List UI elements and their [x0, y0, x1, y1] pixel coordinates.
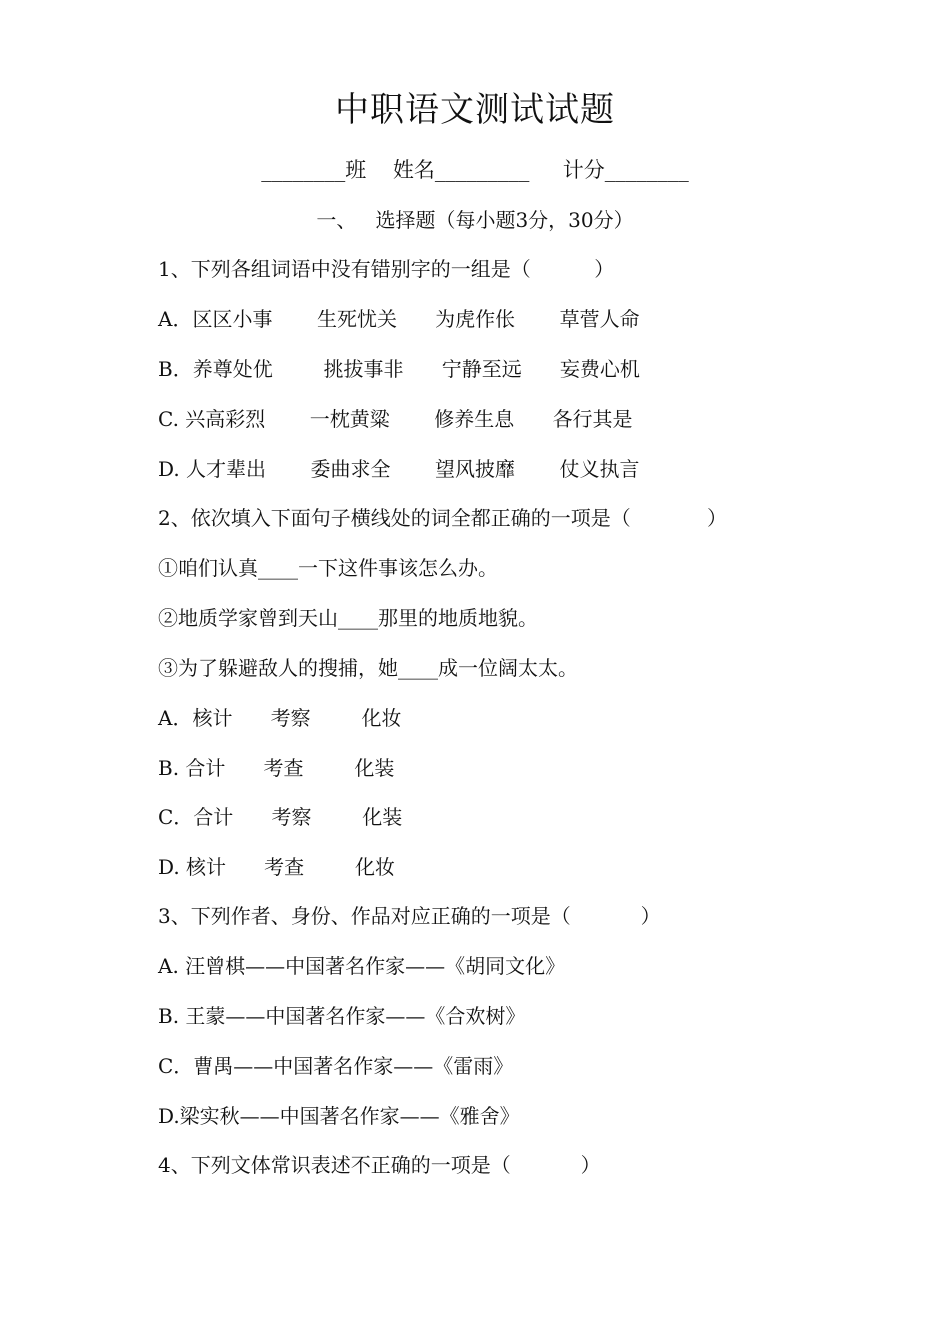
question-2: 2、依次填入下面句子横线处的词全都正确的一项是（ ） [158, 506, 728, 530]
option-3c: C．曹禺——中国著名作家——《雷雨》 [158, 1054, 514, 1078]
sentence-2-2: ②地质学家曾到天山____那里的地质地貌。 [158, 606, 538, 630]
section-heading: 一、 选择题（每小题3分，30分） [316, 208, 634, 232]
option-2a: A．核计 考察 化妆 [158, 706, 402, 730]
question-1: 1、下列各组词语中没有错别字的一组是（ ） [158, 257, 615, 281]
option-2b: B. 合计 考查 化装 [158, 756, 395, 780]
question-4: 4、下列文体常识表述不正确的一项是（ ） [158, 1153, 601, 1177]
option-2c: C．合计 考察 化装 [158, 805, 403, 829]
page-title: 中职语文测试试题 [335, 90, 615, 130]
option-3b: B. 王蒙——中国著名作家——《合欢树》 [158, 1004, 526, 1028]
sentence-2-3: ③为了躲避敌人的搜捕，她____成一位阔太太。 [158, 656, 578, 680]
sentence-2-1: ①咱们认真____一下这件事该怎么办。 [158, 556, 498, 580]
student-info-line: ________班 姓名_________ 计分________ [261, 158, 689, 182]
option-3a: A. 汪曾棋——中国著名作家——《胡同文化》 [158, 954, 566, 978]
option-1d: D. 人才辈出 委曲求全 望风披靡 仗义执言 [158, 457, 640, 481]
option-3d: D.梁实秋——中国著名作家——《雅舍》 [158, 1104, 520, 1128]
option-1b: B．养尊处优 挑拔事非 宁静至远 妄费心机 [158, 357, 640, 381]
option-1c: C. 兴高彩烈 一枕黄粱 修养生息 各行其是 [158, 407, 633, 431]
option-2d: D. 核计 考查 化妆 [158, 855, 396, 879]
question-3: 3、下列作者、身份、作品对应正确的一项是（ ） [158, 904, 661, 928]
option-1a: A．区区小事 生死忧关 为虎作伥 草菅人命 [158, 307, 640, 331]
